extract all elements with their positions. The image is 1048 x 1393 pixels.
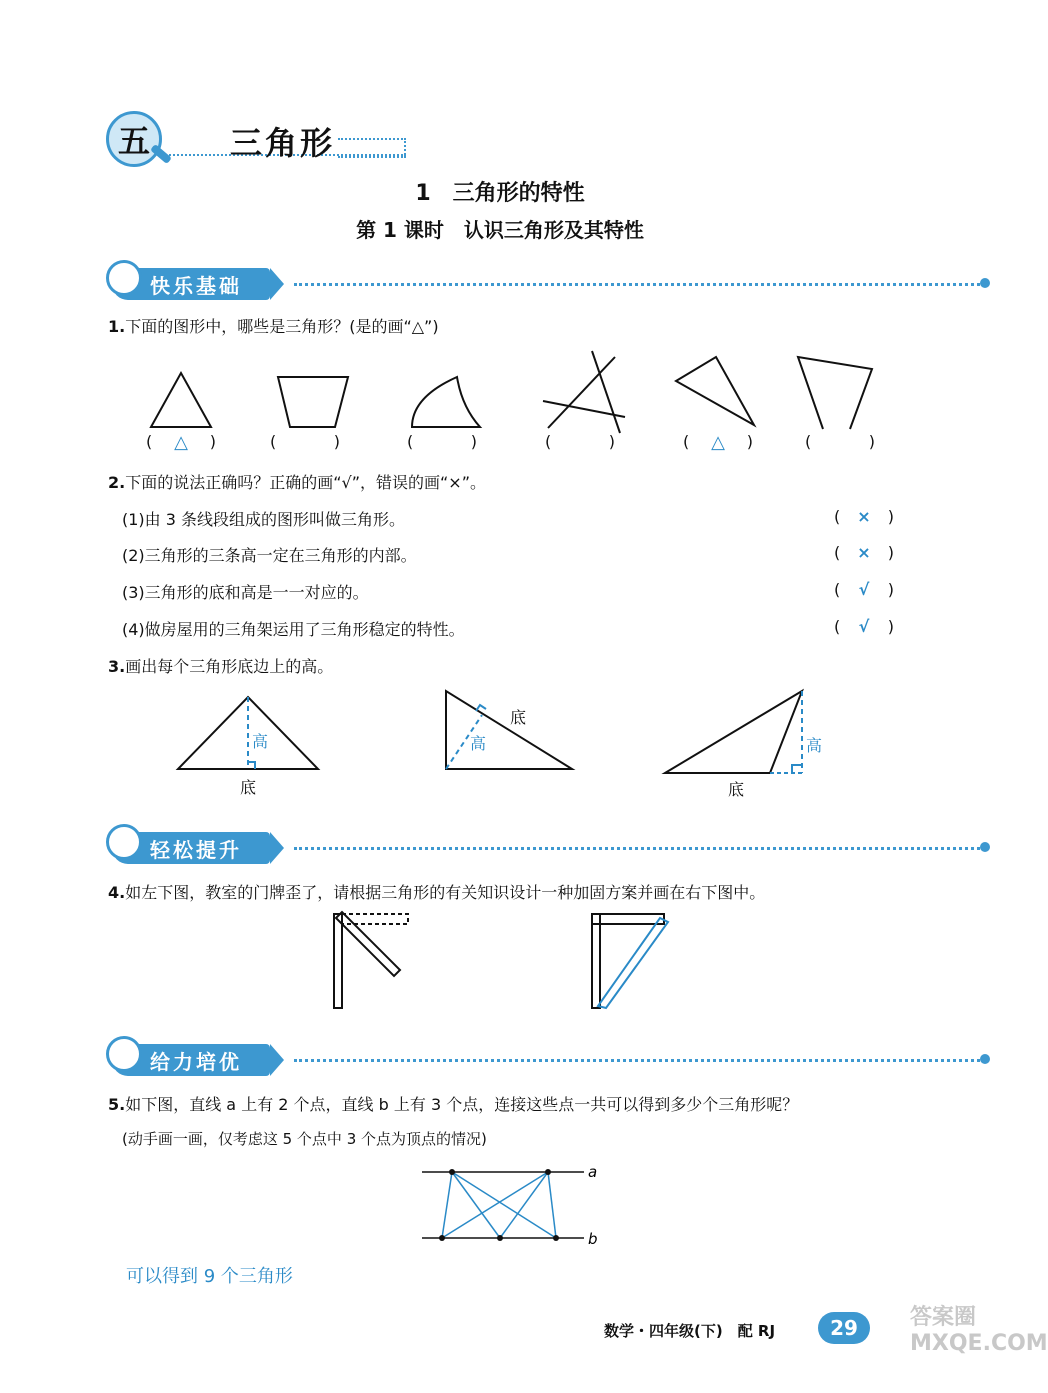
brace-bar: [598, 918, 668, 1008]
figure-open-shape: [798, 357, 872, 429]
q5-answer: 可以得到 9 个三角形: [126, 1266, 293, 1287]
q1-answer-4: ( ): [545, 432, 615, 451]
q1-answer-3: ( ): [407, 432, 477, 451]
page-number: 29: [818, 1312, 870, 1344]
q2-statement-4: (4)做房屋用的三角架运用了三角形稳定的特性。: [122, 620, 465, 639]
question-4: 4.如左下图，教室的门牌歪了，请根据三角形的有关知识设计一种加固方案并画在右下图中。: [108, 883, 766, 902]
figure-triangle-slanted: [676, 357, 754, 425]
figure-curved-shape: [412, 377, 480, 427]
height-label-2: 高: [470, 734, 487, 753]
section-title: 给力培优: [150, 1049, 242, 1074]
question-3: 3.画出每个三角形底边上的高。: [108, 657, 334, 676]
unit-title: 三角形: [230, 124, 336, 162]
figure-triangle: [151, 373, 211, 427]
question-2: 2.下面的说法正确吗？正确的画“√”，错误的画“×”。: [108, 473, 486, 492]
base-label-1: 底: [240, 778, 257, 797]
q1-answer-5: ( △ ): [683, 432, 753, 453]
unit-number: 五: [117, 122, 150, 160]
alarm-clock-icon: [106, 260, 142, 296]
q3-triangle-2: [446, 691, 572, 769]
q1-answer-6: ( ): [805, 432, 875, 451]
section-title: 快乐基础: [150, 273, 242, 298]
alarm-clock-icon: [106, 824, 142, 860]
q2-statement-1: (1)由 3 条线段组成的图形叫做三角形。: [122, 510, 406, 529]
sign-post-right: [592, 914, 600, 1008]
q1-figures: [130, 345, 890, 435]
base-label-2: 底: [510, 708, 527, 727]
sign-board-tilted: [336, 912, 400, 976]
q3-triangle-3: [665, 691, 802, 773]
unit-title-frame: [338, 138, 406, 158]
lesson-title: 1 三角形的特性: [415, 181, 585, 206]
alarm-clock-icon: [106, 1036, 142, 1072]
q2-answer-3: ( √ ): [834, 580, 894, 599]
q1-answer-2: ( ): [270, 432, 340, 451]
q2-answer-2: ( × ): [834, 543, 894, 562]
sign-post-left: [334, 914, 342, 1008]
period-title: 第 1 课时 认识三角形及其特性: [356, 218, 644, 242]
question-1: 1.下面的图形中，哪些是三角形？(是的画“△”): [108, 317, 439, 336]
height-label-3: 高: [806, 736, 823, 755]
q2-answer-4: ( √ ): [834, 617, 894, 636]
line-b-label: b: [588, 1230, 598, 1248]
base-label-3: 底: [728, 780, 745, 799]
q1-answer-1: ( △ ): [146, 432, 216, 453]
figure-crossing-lines: [543, 351, 625, 433]
section-banner-improve: [112, 830, 270, 866]
section-banner-advanced: [112, 1042, 270, 1078]
section-title: 轻松提升: [150, 837, 242, 862]
q4-figures: [320, 908, 680, 1013]
unit-number-badge: [106, 111, 162, 167]
footer-book-info: 数学・四年级(下) 配 RJ: [604, 1322, 776, 1340]
question-5: 5.如下图，直线 a 上有 2 个点，直线 b 上有 3 个点，连接这些点一共可以得到多少个三角形呢？: [108, 1095, 799, 1114]
line-a-label: a: [588, 1163, 598, 1181]
q2-statement-3: (3)三角形的底和高是一一对应的。: [122, 583, 369, 602]
sign-board-fixed: [592, 914, 664, 924]
height-label-1: 高: [252, 732, 269, 751]
q2-answer-1: ( × ): [834, 507, 894, 526]
section-banner-basic: [112, 266, 270, 302]
figure-trapezoid: [278, 377, 348, 427]
q3-figures: [160, 685, 860, 800]
q5-figure: [414, 1160, 614, 1250]
q2-statement-2: (2)三角形的三条高一定在三角形的内部。: [122, 546, 417, 565]
question-5-hint: (动手画一画，仅考虑这 5 个点中 3 个点为顶点的情况): [122, 1130, 487, 1148]
watermark: 答案圈 MXQE.COM: [910, 1305, 1048, 1356]
